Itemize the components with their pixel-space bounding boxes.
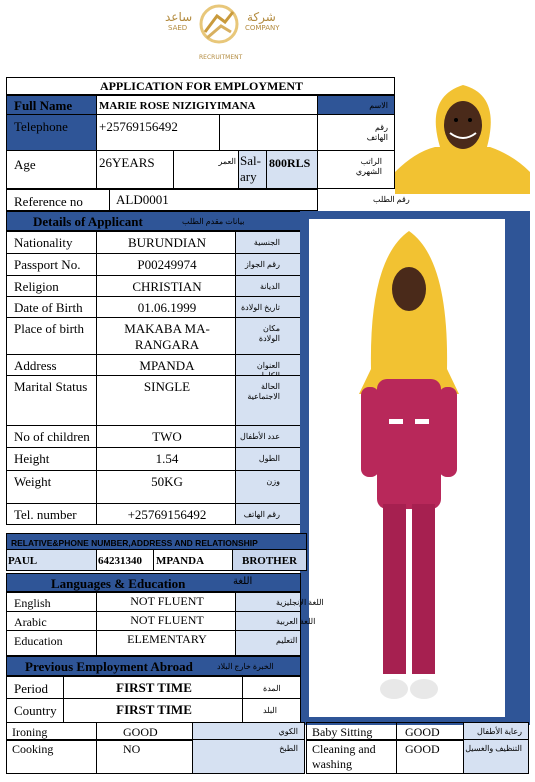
details-value-cell (96, 425, 236, 448)
details-ar-cell (235, 296, 301, 318)
form-title: APPLICATION FOR EMPLOYMENT (99, 79, 304, 93)
age-label: Age (14, 157, 36, 172)
language-value: NOT FLUENT (130, 594, 204, 608)
salary-value-cell (266, 150, 318, 189)
employment-ar-cell (242, 676, 301, 699)
details-value: 1.54 (155, 451, 179, 466)
details-label: Nationality (14, 235, 73, 250)
reference-label: Reference no (14, 194, 83, 209)
relative-phone-cell (96, 549, 154, 571)
details-label-cell (6, 470, 97, 504)
language-value-cell (96, 630, 236, 656)
employment-header: Previous Employment Abroad (25, 659, 193, 674)
details-label: Religion (14, 279, 59, 294)
form-title-cell (6, 77, 395, 95)
language-ar: اللغة العربية (276, 617, 316, 626)
details-value-cell (96, 275, 236, 297)
salary-label-cell (238, 150, 267, 189)
language-label: English (14, 596, 51, 610)
age-label-cell (6, 150, 97, 189)
language-value: NOT FLUENT (130, 613, 204, 627)
details-ar-cell (235, 375, 301, 426)
details-ar: الجنسية (253, 238, 280, 247)
skill-value: NO (123, 742, 141, 756)
employment-label: Period (14, 681, 48, 696)
full-name-label: Full Name (14, 98, 73, 113)
languages-header-ar: اللغة (233, 576, 253, 587)
details-ar-cell (235, 317, 301, 355)
employment-header-ar: الخبرة خارج البلاد (217, 662, 274, 671)
language-ar-cell (235, 592, 324, 612)
relative-address: MPANDA (156, 555, 205, 567)
details-label: Height (14, 451, 50, 466)
employment-label-cell (6, 676, 64, 699)
details-value-cell (96, 317, 236, 355)
salary-ar-cell (317, 150, 395, 189)
details-ar: الحالة الاجتماعية (247, 382, 280, 401)
details-label: Tel. number (14, 507, 77, 522)
skill-ar: التنظيف والغسيل (465, 744, 522, 753)
details-label-cell (6, 354, 97, 376)
employment-header-cell (6, 656, 301, 676)
details-value: 50KG (151, 474, 183, 489)
skill-label: Cooking (12, 742, 54, 756)
details-label: Passport No. (14, 257, 81, 272)
skill-label: Baby Sitting (312, 725, 373, 739)
telephone-ar-cell (317, 114, 395, 151)
employment-value: FIRST TIME (116, 680, 192, 695)
relative-name-cell (6, 549, 97, 571)
details-label-cell (6, 447, 97, 471)
telephone-empty-cell (219, 114, 318, 151)
skill-label-cell (306, 739, 397, 774)
details-ar: مكان الولادة (258, 324, 280, 343)
details-ar: تاريخ الولادة (240, 303, 280, 312)
relative-header: RELATIVE&PHONE NUMBER,ADDRESS AND RELATIONSHIP (11, 538, 258, 548)
details-ar: الديانة (259, 282, 280, 291)
details-label: Marital Status (14, 379, 88, 394)
full-name-ar: الاسم (369, 101, 388, 110)
details-value-cell (96, 296, 236, 318)
full-name-ar-cell (317, 95, 395, 115)
language-ar: التعليم (276, 636, 298, 645)
language-label-cell (6, 611, 97, 631)
details-ar: العنوان (256, 361, 280, 370)
handshake-logo-icon (195, 2, 243, 52)
details-label: Date of Birth (14, 300, 83, 315)
language-label: Arabic (14, 615, 47, 629)
reference-label-cell (6, 189, 110, 211)
details-label-cell (6, 275, 97, 297)
details-value-cell (96, 231, 236, 254)
details-label-cell (6, 296, 97, 318)
skill-label: Cleaning and washing (312, 742, 376, 771)
full-body-photo-frame (300, 211, 530, 725)
age-ar-cell (173, 150, 239, 189)
details-value: 01.06.1999 (137, 300, 197, 315)
age-value-cell (96, 150, 174, 189)
age-ar: العمر (218, 157, 236, 166)
languages-header-cell (6, 573, 301, 592)
employment-ar-cell (242, 698, 301, 723)
details-ar-cell (235, 253, 301, 276)
employment-label-cell (6, 698, 64, 723)
details-value: SINGLE (143, 379, 191, 394)
skill-label-cell (6, 739, 97, 774)
details-ar-cell (235, 447, 301, 471)
language-value: ELEMENTARY (127, 632, 207, 646)
details-value-cell (96, 503, 236, 525)
employment-value-cell (63, 698, 243, 723)
skill-ar-cell (192, 739, 305, 774)
details-value: BURUNDIAN (128, 235, 206, 250)
language-label-cell (6, 630, 97, 656)
telephone-value: +25769156492 (99, 119, 178, 134)
skill-ar-cell (463, 739, 529, 774)
employment-ar: المدة (263, 684, 281, 693)
details-ar-cell (235, 275, 301, 297)
portrait-figure-icon (395, 77, 530, 194)
language-label: Education (14, 634, 63, 648)
relative-header-cell (6, 533, 307, 550)
details-label-cell (6, 317, 97, 355)
details-value-cell (96, 375, 236, 426)
relative-relationship-cell (232, 549, 307, 571)
reference-value: ALD0001 (116, 192, 169, 207)
details-label: Weight (14, 474, 52, 489)
details-ar-cell (235, 470, 301, 504)
details-value-cell (96, 470, 236, 504)
details-label-cell (6, 375, 97, 426)
details-value: +25769156492 (127, 507, 207, 522)
details-label: Address (14, 358, 57, 373)
logo-right-en: COMPANY (245, 24, 280, 32)
reference-value-cell (109, 189, 318, 211)
relative-phone: 64231340 (98, 555, 142, 567)
skill-value-cell (396, 739, 464, 774)
full-name-label-cell (6, 95, 97, 115)
employment-value: FIRST TIME (116, 702, 192, 717)
details-ar: وزن (266, 477, 280, 486)
details-ar-cell (235, 354, 301, 376)
logo-left-en: SAED (168, 24, 188, 32)
skill-value-cell (96, 739, 193, 774)
relative-relationship: BROTHER (242, 555, 298, 567)
details-value-cell (96, 447, 236, 471)
relative-address-cell (153, 549, 233, 571)
details-header: Details of Applicant (33, 214, 143, 229)
details-ar: عدد الأطفال (240, 432, 280, 441)
telephone-label: Telephone (14, 119, 68, 134)
relative-name: PAUL (8, 555, 38, 567)
skill-ar: الطبخ (279, 744, 298, 753)
details-ar: رقم الجواز (244, 260, 280, 269)
details-value: MAKABA MA-RANGARA (124, 321, 210, 352)
details-value-cell (96, 354, 236, 376)
salary-ar: الراتب الشهري (355, 157, 382, 176)
details-value-cell (96, 253, 236, 276)
employment-ar: البلد (263, 706, 277, 715)
applicant-portrait-photo (395, 77, 530, 194)
details-value: P00249974 (137, 257, 197, 272)
full-body-figure-icon (309, 219, 505, 717)
logo-right-ar: شركة (247, 10, 276, 24)
logo-tag: RECRUITMENT (199, 54, 243, 61)
details-value: CHRISTIAN (132, 279, 202, 294)
skill-label: Ironing (12, 725, 48, 739)
full-body-photo (309, 219, 505, 717)
age-value: 26YEARS (99, 155, 155, 170)
details-ar: رقم الهاتف (243, 510, 280, 519)
logo-left-ar: ساعد (165, 10, 193, 24)
details-label-cell (6, 425, 97, 448)
employment-value-cell (63, 676, 243, 699)
language-ar-cell (235, 611, 316, 631)
telephone-ar: رقم الهاتف (366, 123, 388, 142)
languages-header: Languages & Education (51, 576, 186, 591)
language-value-cell (96, 592, 236, 612)
details-label-cell (6, 231, 97, 254)
language-value-cell (96, 611, 236, 631)
salary-value: 800RLS (269, 156, 311, 170)
details-ar-cell (235, 231, 301, 254)
details-ar-cell (235, 503, 301, 525)
details-ar: الطول (258, 454, 280, 463)
language-ar: اللغة الإنجليزية (276, 598, 324, 607)
details-header-cell (6, 211, 301, 231)
skill-ar: رعاية الأطفال (476, 727, 522, 736)
details-ar-cell (235, 425, 301, 448)
details-header-ar: بيانات مقدم الطلب (182, 217, 245, 226)
reference-ar: رقم الطلب (373, 195, 410, 204)
skill-value: GOOD (405, 742, 440, 756)
telephone-value-cell (96, 114, 220, 151)
skill-value: GOOD (405, 725, 440, 739)
employment-label: Country (14, 703, 57, 718)
details-label-cell (6, 253, 97, 276)
salary-label: Sal-ary (240, 153, 261, 184)
language-label-cell (6, 592, 97, 612)
skill-value: GOOD (123, 725, 158, 739)
skill-ar: الكوي (278, 727, 298, 736)
language-ar-cell (235, 630, 301, 656)
full-name-value: MARIE ROSE NIZIGIYIMANA (99, 100, 256, 112)
details-label: Place of birth (14, 321, 85, 336)
company-logo (165, 2, 280, 64)
details-label: No of children (14, 429, 90, 444)
details-label-cell (6, 503, 97, 525)
full-name-value-cell (96, 95, 318, 115)
details-value: MPANDA (139, 358, 195, 373)
details-value: TWO (152, 429, 182, 444)
telephone-label-cell (6, 114, 97, 151)
